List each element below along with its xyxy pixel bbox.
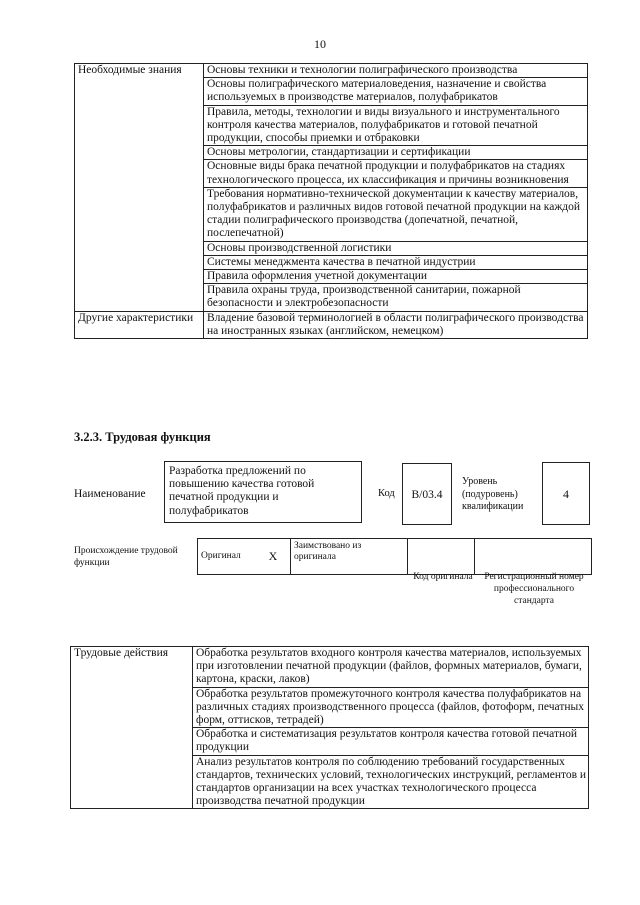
origin-mark: X	[256, 539, 291, 575]
table-row	[75, 64, 588, 78]
origin-table	[197, 538, 592, 575]
code-label: Код	[378, 488, 395, 499]
table-row	[75, 311, 588, 338]
action-item: Обработка результатов промежуточного контроля качества полуфабрикатов на различных стадиях производственного процесса (файлов, фотоформ, печатных форм, оттисков, тетрадей)	[193, 687, 589, 728]
origin-label: Происхождение трудовой функции	[74, 546, 178, 568]
function-name-field: Разработка предложений по повышению качества готовой печатной продукции и полуфабрикатов	[164, 461, 362, 523]
action-item: Обработка и систематизация результатов контроля качества готовой печатной продукции	[193, 728, 589, 755]
knowledge-item: Правила оформления учетной документации	[204, 270, 588, 284]
level-field: 4	[542, 462, 590, 525]
table-row	[198, 539, 592, 575]
name-label: Наименование	[74, 488, 146, 500]
table-row	[71, 647, 589, 688]
knowledge-item: Основы производственной логистики	[204, 241, 588, 255]
actions-table	[70, 646, 589, 809]
page-number: 10	[314, 37, 326, 51]
knowledge-item: Основы техники и технологии полиграфического производства	[204, 64, 588, 78]
origin-reg-cell	[475, 539, 592, 575]
action-item: Анализ результатов контроля по соблюдению требований государственных стандартов, технических условий, технологических инструкций, регламентов и стандартов организации на всех участках технологического процесса производства печатной продукции	[193, 755, 589, 809]
row-label-knowledge: Необходимые знания	[75, 64, 204, 312]
origin-reg-caption: Регистрационный номер профессионального стандарта	[484, 572, 584, 606]
knowledge-item: Основы полиграфического материаловедения, назначение и свойства используемых в производстве материалов, полуфабрикатов	[204, 78, 588, 105]
knowledge-item: Основы метрологии, стандартизации и сертификации	[204, 146, 588, 160]
action-item: Обработка результатов входного контроля качества материалов, используемых при изготовлении печатной продукции (файлов, формных материалов, бумаги, картона, краски, лаков)	[193, 647, 589, 688]
origin-code-cell	[408, 539, 475, 575]
knowledge-item: Требования нормативно-технической документации к качеству материалов, полуфабрикатов и различных видов готовой печатной продукции на каждой стадии полиграфического производства (допечатной, печатной, послепечатной)	[204, 187, 588, 241]
origin-code-caption: Код оригинала	[413, 572, 473, 582]
origin-original-label: Оригинал	[198, 539, 257, 575]
level-label: Уровень (подуровень) квалификации	[462, 476, 524, 512]
code-field: B/03.4	[402, 463, 452, 525]
knowledge-item: Правила, методы, технологии и виды визуального и инструментального контроля качества материалов, полуфабрикатов и готовой печатной продукции, способы приемки и отбраковки	[204, 105, 588, 146]
origin-borrowed-label: Заимствовано из оригинала	[291, 539, 408, 575]
knowledge-table	[74, 63, 588, 339]
row-label-actions: Трудовые действия	[71, 647, 193, 809]
row-label-other: Другие характеристики	[75, 311, 204, 338]
other-item: Владение базовой терминологией в области полиграфического производства на иностранных языках (английском, немецком)	[204, 311, 588, 338]
knowledge-item: Основные виды брака печатной продукции и полуфабрикатов на стадиях технологического процесса, их классификация и причины возникновения	[204, 160, 588, 187]
section-title: 3.2.3. Трудовая функция	[74, 430, 211, 444]
knowledge-item: Правила охраны труда, производственной санитарии, пожарной безопасности и электробезопасности	[204, 284, 588, 311]
knowledge-item: Системы менеджмента качества в печатной индустрии	[204, 255, 588, 269]
